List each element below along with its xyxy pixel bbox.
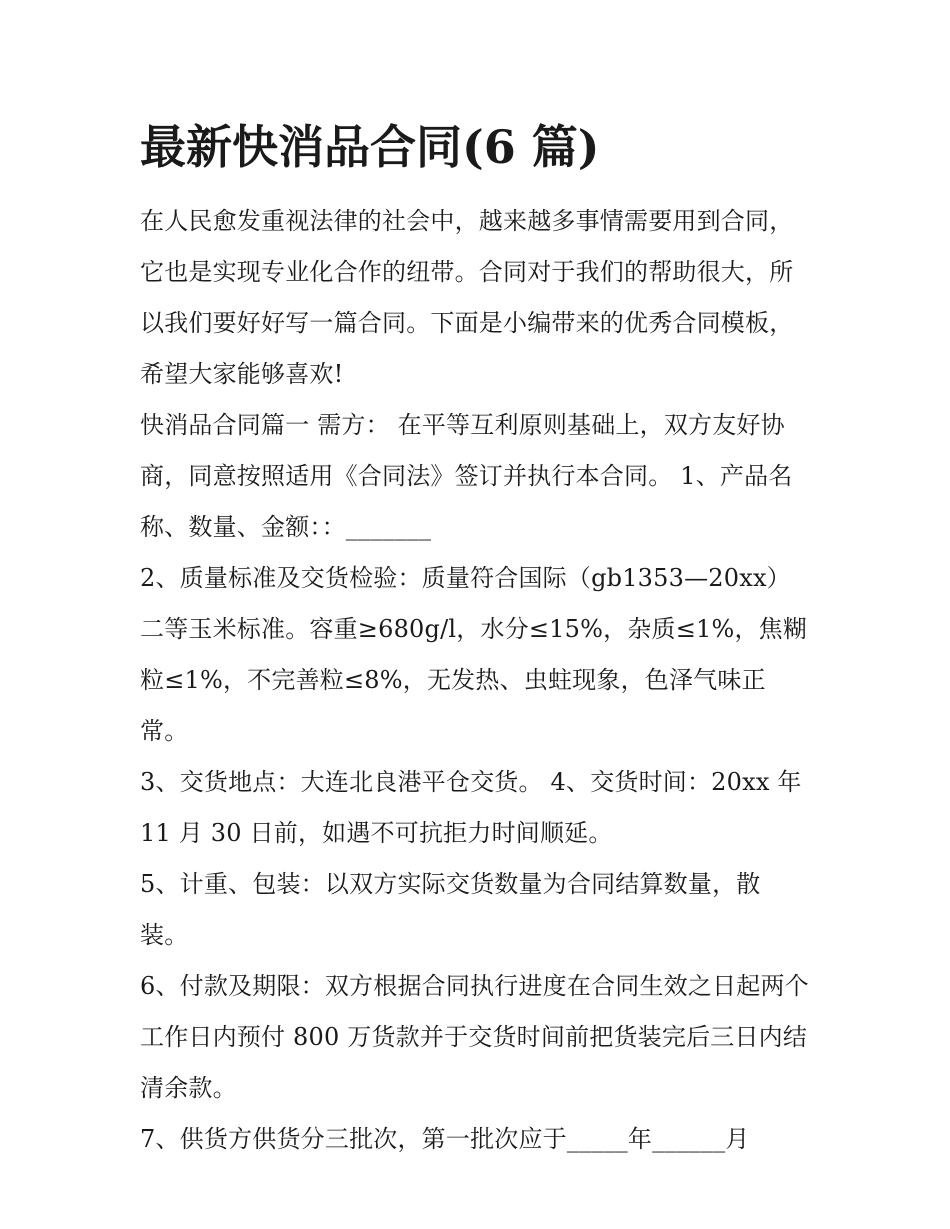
payment-terms-paragraph: 6、付款及期限：双方根据合同执行进度在合同生效之日起两个工作日内预付 800 万货款并于交货时间前把货装完后三日内结清余款。	[140, 972, 809, 1102]
weighing-packaging-paragraph: 5、计重、包装：以双方实际交货数量为合同结算数量，散装。	[140, 870, 761, 949]
document-title: 最新快消品合同(6 篇)	[140, 120, 600, 174]
delivery-paragraph: 3、交货地点：大连北良港平仓交货。 4、交货时间：20xx 年 11 月 30 日前，如遇不可抗拒力时间顺延。	[140, 768, 802, 847]
intro-paragraph: 在人民愈发重视法律的社会中，越来越多事情需要用到合同，它也是实现专业化合作的纽带。合同对于我们的帮助很大，所以我们要好好写一篇合同。下面是小编带来的优秀合同模板，希望大家能够喜欢!	[140, 207, 794, 388]
contract-opening-paragraph: 快消品合同篇一 需方： 在平等互利原则基础上，双方友好协商，同意按照适用《合同法》签订并执行本合同。 1、产品名称、数量、金额：：_______	[140, 411, 793, 541]
quality-standard-paragraph: 2、质量标准及交货检验：质量符合国际（gb1353—20xx）二等玉米标准。容重≥680g/l，水分≤15%，杂质≤1%，焦糊粒≤1%，不完善粒≤8%，无发热、虫蛀现象，色泽气味正常。	[140, 564, 808, 745]
supply-batches-paragraph: 7、供货方供货分三批次，第一批次应于_____年______月	[140, 1125, 750, 1153]
document-body	[140, 196, 820, 1165]
